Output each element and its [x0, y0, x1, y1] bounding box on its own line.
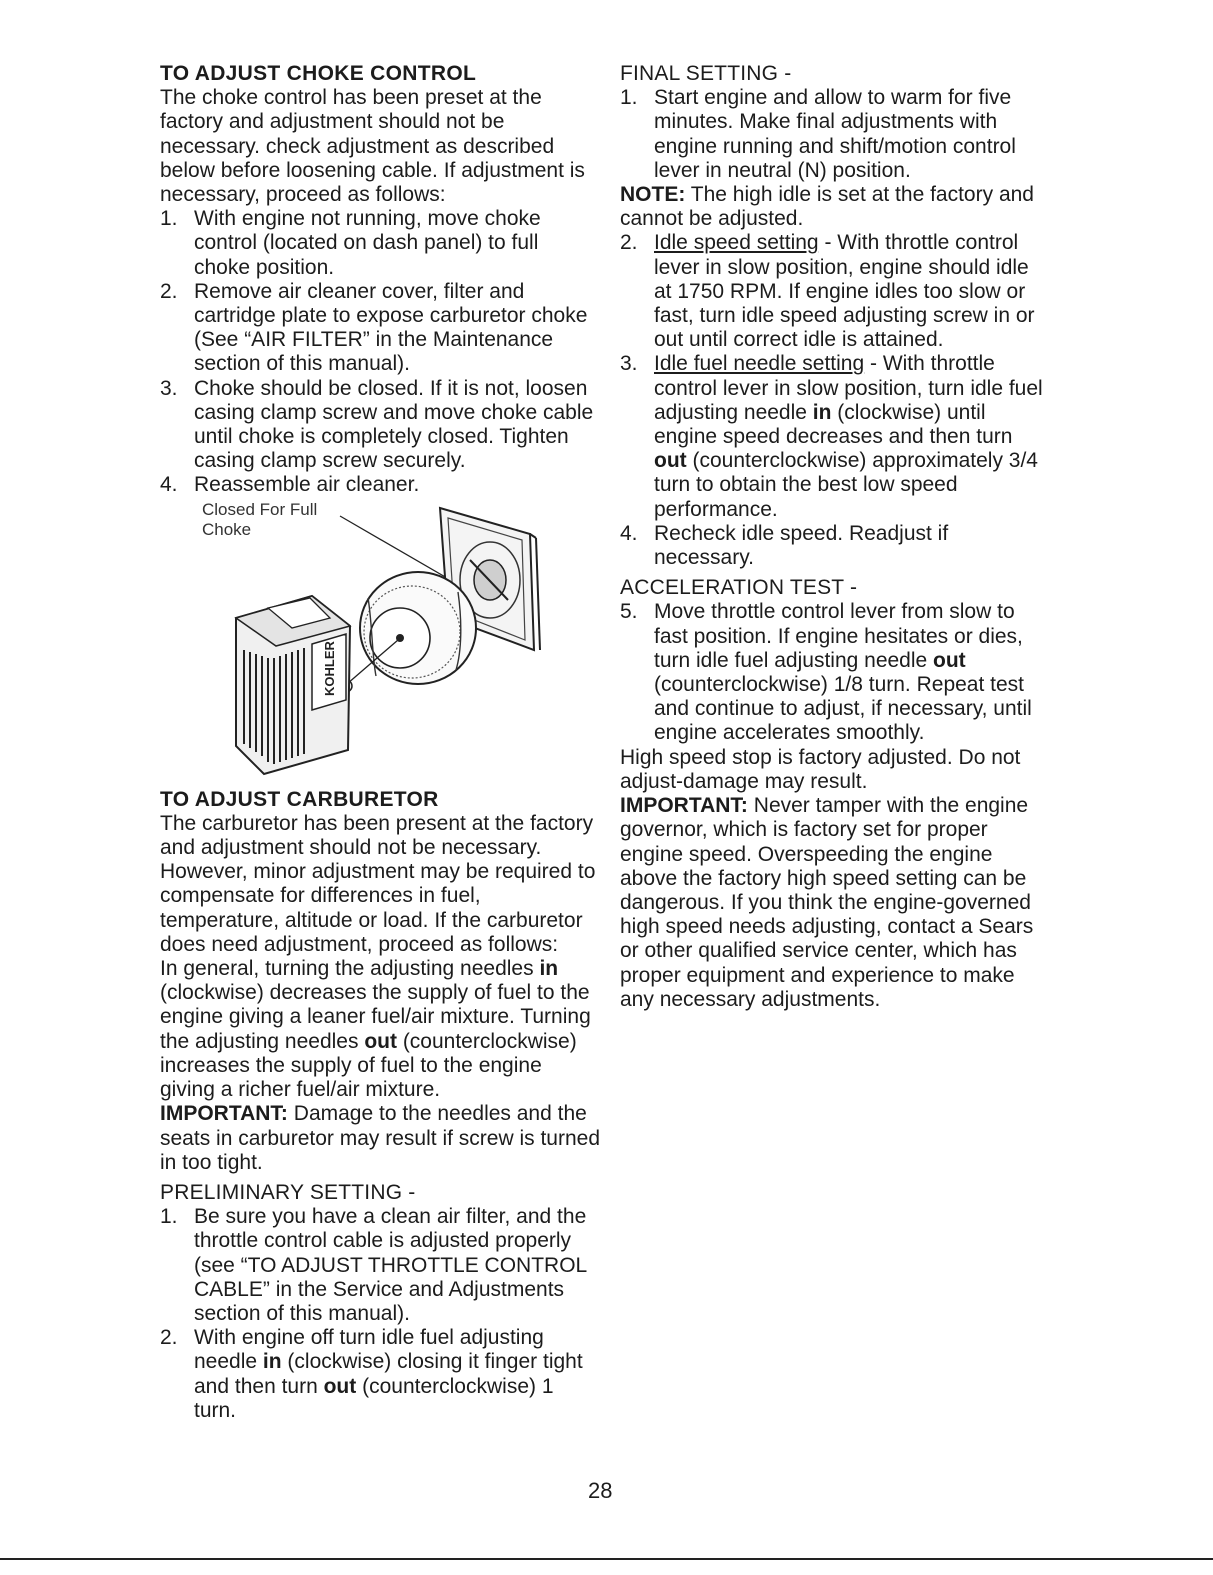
important-needles-note: IMPORTANT: Damage to the needles and the seats in carburetor may result if screw is turned in too tight. — [160, 1102, 600, 1174]
list-item: 2. Idle speed setting - With throttle control lever in slow position, engine should idle at 1750 RPM. If engine idles too slow or fast, turn idle speed adjusting screw in or out until correct idle is attained. — [620, 231, 1035, 352]
important-governor-note: IMPORTANT: Never tamper with the engine governor, which is factory set for proper engine speed. Overspeeding the engine above the factory high speed setting can be dangerous. If you think the engine-governed high speed needs adjusting, contact a Sears or other qualified service center, which has proper equipment and experience to make any necessary adjustments. — [620, 794, 1034, 1011]
step-text: Reassemble air cleaner. — [194, 473, 420, 497]
carburetor-heading: TO ADJUST CARBURETOR — [160, 787, 439, 811]
acceleration-steps — [620, 600, 1050, 745]
choke-heading: TO ADJUST CHOKE CONTROL — [160, 62, 477, 85]
step-number: 3. — [160, 376, 178, 400]
kohler-logo: KOHLER — [322, 640, 337, 696]
list-item: 3. Idle fuel needle setting - With throttle control lever in slow position, turn idle fuel adjusting needle in (clockwise) until engine speed decreases and then turn out (counterclockwise) approximately 3/4 turn to obtain the best low speed performance. — [620, 352, 1043, 521]
acceleration-test-heading: ACCELERATION TEST - — [620, 576, 858, 600]
final-steps-a — [620, 86, 1050, 183]
step-text: With engine not running, move choke control (located on dash panel) to full choke position. — [194, 207, 541, 279]
list-item: 4. Recheck idle speed. Readjust if necessary. — [620, 521, 949, 570]
step-text: Choke should be closed. If it is not, loosen casing clamp screw and move choke cable until choke is completely closed. Tighten casing clamp screw securely. — [194, 376, 594, 473]
high-idle-note: NOTE: The high idle is set at the factory and cannot be adjusted. — [620, 183, 1034, 231]
air-cleaner-cover-drawing — [236, 596, 350, 774]
list-item — [160, 473, 600, 497]
left-column — [160, 62, 600, 1423]
final-steps-b — [620, 231, 1050, 570]
air-cleaner-figure — [200, 500, 560, 788]
list-item: 2. With engine off turn idle fuel adjusting needle in (clockwise) closing it finger tight and then turn out (counterclockwise) 1 turn. — [160, 1326, 583, 1422]
step-number: 1. — [160, 207, 178, 231]
preliminary-heading: PRELIMINARY SETTING - — [160, 1180, 416, 1204]
step-text: Remove air cleaner cover, filter and cartridge plate to expose carburetor choke (See “AIR FILTER” in the Maintenance section of this manual). — [194, 279, 588, 376]
adjusting-general-paragraph: In general, turning the adjusting needles in (clockwise) decreases the supply of fuel to the engine giving a leaner fuel/air mixture. Turning the adjusting needles out (counterclockwise) increases the supply of fuel to the engine giving a richer fuel/air mixture. — [160, 957, 591, 1102]
list-item: 1. Start engine and allow to warm for five minutes. Make final adjustments with engine running and shift/motion control lever in neutral (N) position. — [620, 86, 1016, 182]
air-cleaner-illustration — [200, 500, 560, 788]
page-number: 28 — [588, 1478, 613, 1503]
choke-intro: The choke control has been preset at the factory and adjustment should not be necessary. check adjustment as described below before loosening cable. If adjustment is necessary, proceed as follows: — [160, 86, 585, 207]
final-setting-heading: FINAL SETTING - — [620, 62, 792, 85]
right-column — [620, 62, 1050, 1012]
figure-callout-label: Closed For Full Choke — [202, 499, 318, 539]
step-number: 4. — [160, 473, 178, 497]
list-item — [160, 377, 600, 474]
list-item: 5. Move throttle control lever from slow to fast position. If engine hesitates or dies, turn idle fuel adjusting needle out (counterclockwise) 1/8 turn. Repeat test and continue to adjust, if necessary, until engine accelerates smoothly. — [620, 600, 1032, 745]
high-speed-stop-text: High speed stop is factory adjusted. Do not adjust-damage may result. — [620, 745, 1021, 793]
step-number: 2. — [160, 279, 178, 303]
carburetor-intro: The carburetor has been present at the factory and adjustment should not be necessary. However, minor adjustment may be required to compensate for differences in fuel, temperature, altitude or load. If the carburetor does need adjustment, proceed as follows: — [160, 811, 596, 956]
choke-steps — [160, 207, 600, 497]
list-item — [160, 207, 600, 280]
list-item: 1. Be sure you have a clean air filter, and the throttle control cable is adjusted properly (see “TO ADJUST THROTTLE CONTROL CABLE” in the Service and Adjustments section of this manual). — [160, 1205, 587, 1325]
preliminary-steps — [160, 1205, 600, 1423]
round-filter-drawing — [360, 572, 476, 684]
list-item — [160, 280, 600, 377]
bottom-rule — [0, 1558, 1213, 1560]
